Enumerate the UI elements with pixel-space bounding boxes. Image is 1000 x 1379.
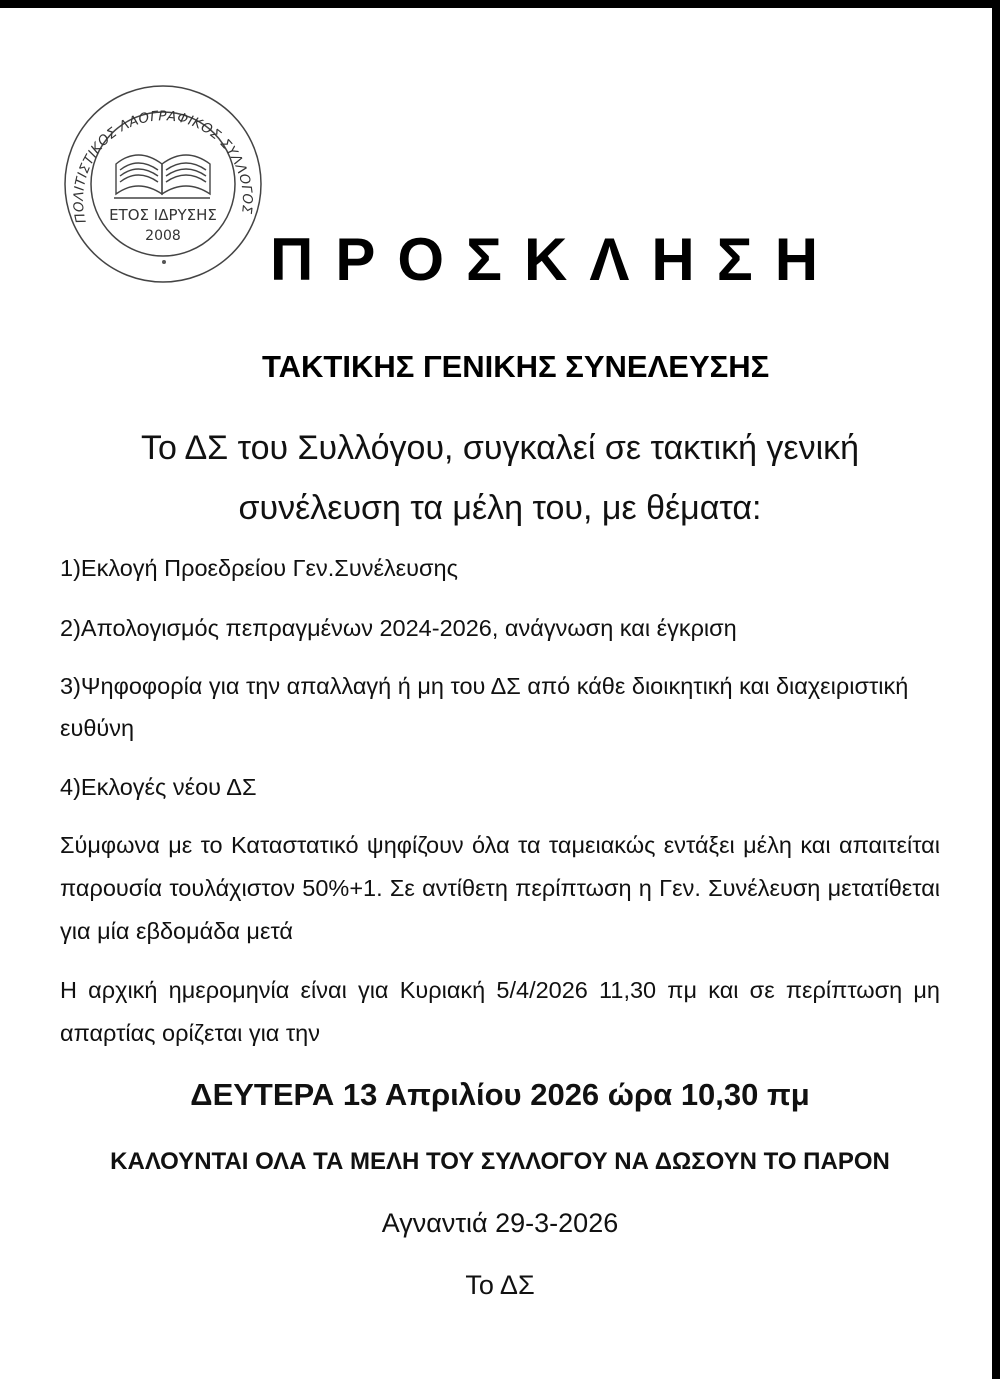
call-to-members: ΚΑΛΟΥΝΤΑΙ ΟΛΑ ΤΑ ΜΕΛΗ ΤΟΥ ΣΥΛΛΟΓΟΥ ΝΑ ΔΩΣΟΥΝ ΤΟ ΠΑΡΟΝ xyxy=(110,1148,890,1175)
seal-ring-text: ΠΟΛΙΤΙΣΤΙΚΟΣ ΛΑΟΓΡΑΦΙΚΟΣ ΣΥΛΛΟΓΟΣ xyxy=(70,108,256,225)
intro-line-2: συνέλευση τα μέλη του, με θέματα: xyxy=(238,489,762,527)
agenda-topic-1: 1)Εκλογή Προεδρείου Γεν.Συνέλευσης xyxy=(60,555,458,581)
signature: Το ΔΣ xyxy=(465,1270,535,1300)
open-book-icon xyxy=(114,155,210,198)
intro-text xyxy=(60,418,940,538)
agenda-topic-2: 2)Απολογισμός πεπραγμένων 2024-2026, ανάγνωση και έγκριση xyxy=(60,615,737,641)
quorum-paragraph: Σύμφωνα με το Καταστατικό ψηφίζουν όλα τα ταμειακώς εντάξει μέλη και απαιτείται παρουσία τουλάχιστον 50%+1. Σε αντίθετη περίπτωση η Γεν. Συνέλευση μετατίθεται για μία εβδομάδα μετά xyxy=(60,832,940,944)
invitation-title: ΠΡΟΣΚΛΗΣΗ xyxy=(270,226,841,293)
agenda-topic-3: 3)Ψηφοφορία για την απαλλαγή ή μη του ΔΣ από κάθε διοικητική και διαχειριστική ευθύνη xyxy=(60,673,909,741)
seal-founded-label: ΕΤΟΣ ΙΔΡΥΣΗΣ xyxy=(109,206,217,224)
agenda-topic-4: 4)Εκλογές νέου ΔΣ xyxy=(60,774,257,800)
date-paragraph: Η αρχική ημερομηνία είναι για Κυριακή 5/4/2026 11,30 πμ και σε περίπτωση μη απαρτίας ορίζεται για την xyxy=(60,977,940,1046)
scan-border-right xyxy=(992,0,1000,1379)
place-and-date: Αγναντιά 29-3-2026 xyxy=(381,1208,619,1238)
intro-line-1: Το ΔΣ του Συλλόγου, συγκαλεί σε τακτική γενική xyxy=(140,429,860,467)
association-seal xyxy=(58,72,268,286)
rescheduled-date: ΔΕΥΤΕΡΑ 13 Απριλίου 2026 ώρα 10,30 πμ xyxy=(190,1077,810,1112)
invitation-subtitle: ΤΑΚΤΙΚΗΣ ΓΕΝΙΚΗΣ ΣΥΝΕΛΕΥΣΗΣ xyxy=(262,349,770,384)
svg-text:ΠΟΛΙΤΙΣΤΙΚΟΣ ΛΑΟΓΡΑΦΙΚΟΣ ΣΥΛΛΟ xyxy=(58,72,255,225)
seal-founded-year: 2008 xyxy=(145,228,181,244)
scan-border-top xyxy=(0,0,1000,8)
